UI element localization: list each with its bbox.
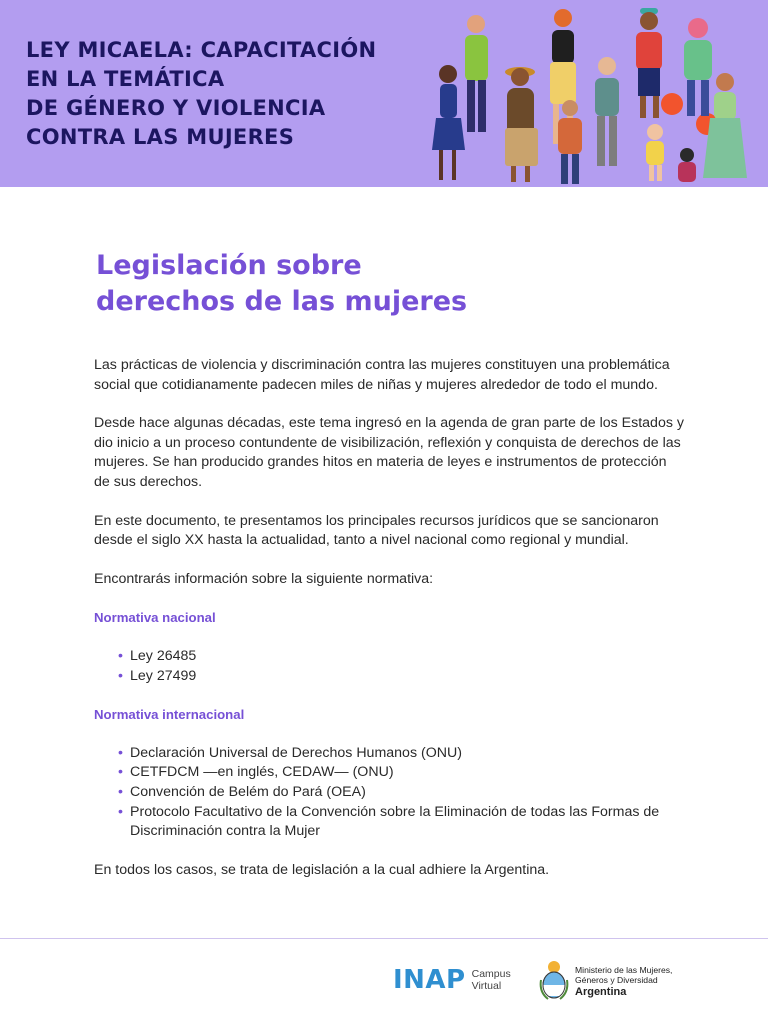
list-nacional (94, 647, 684, 686)
list-item-text: Ley 27499 (130, 667, 197, 684)
bullet-icon: • (118, 783, 123, 800)
ministry-line: Ministerio de las Mujeres, (575, 965, 673, 975)
list-item (118, 744, 684, 764)
list-item (118, 803, 684, 842)
ministry-line: Géneros y Diversidad (575, 975, 658, 985)
list-item-text: CETFDCM —en inglés, CEDAW— (ONU) (130, 764, 394, 781)
list-item-text: Convención de Belém do Pará (OEA) (130, 783, 366, 800)
paragraph: En este documento, te presentamos los principales recursos jurídicos que se sancionaron desde el siglo XX hasta la actualidad, tanto a nivel nacional como regional y mundial. (94, 512, 659, 549)
closing-paragraph: En todos los casos, se trata de legislación a la cual adhiere la Argentina. (94, 861, 550, 878)
people-illustration (425, 0, 768, 187)
list-item (118, 783, 684, 803)
bullet-icon: • (118, 647, 123, 664)
bullet-icon: • (118, 803, 123, 820)
list-item-text: Declaración Universal de Derechos Humanos (ONU) (130, 744, 462, 761)
list-item (118, 647, 684, 667)
banner-title-line: DE GÉNERO Y VIOLENCIA (26, 96, 326, 120)
banner-title-line: EN LA TEMÁTICA (26, 67, 225, 91)
argentina-coat-of-arms-icon (538, 958, 570, 1002)
banner-title-line: LEY MICAELA: CAPACITACIÓN (26, 38, 377, 62)
inap-subtitle-line: Virtual (471, 980, 502, 992)
person-figure (684, 18, 712, 116)
section-heading-nacional: Normativa nacional (94, 610, 216, 626)
page-title-line: Legislación sobre (96, 250, 362, 281)
inap-subtitle-line: Campus (471, 968, 511, 980)
paragraph: Desde hace algunas décadas, este tema ingresó en la agenda de gran parte de los Estados y dio inicio a un proceso contundente de visibilización, reflexión y conquista de derechos de las mujeres. Se han producido grandes hitos en materia de leyes e instrumentos de protección de sus derechos. (94, 415, 684, 490)
list-item (118, 667, 684, 687)
inap-logo (393, 962, 511, 998)
person-figure (558, 100, 582, 184)
person-figure (636, 8, 662, 118)
document-body (94, 356, 684, 899)
list-item-text: Ley 26485 (130, 647, 197, 664)
person-figure (465, 15, 488, 132)
bullet-icon: • (118, 744, 123, 761)
person-figure (678, 148, 696, 182)
inap-wordmark: INAP (393, 965, 466, 995)
inap-subtitle (472, 968, 511, 992)
banner-title (26, 36, 426, 152)
person-figure (703, 73, 747, 178)
person-figure (595, 57, 619, 166)
paragraph: Las prácticas de violencia y discriminación contra las mujeres constituyen una problemática social que cotidianamente padecen miles de niñas y mujeres alrededor de todo el mundo. (94, 357, 670, 393)
bullet-icon: • (118, 764, 123, 781)
balloon-shape (661, 93, 683, 115)
list-item (118, 763, 684, 783)
ministry-name (575, 965, 672, 999)
ministry-logo (538, 958, 698, 1002)
banner-title-line: CONTRA LAS MUJERES (26, 125, 295, 149)
footer-divider (0, 938, 768, 939)
header-banner (0, 0, 768, 187)
section-heading-internacional: Normativa internacional (94, 707, 245, 723)
person-figure (432, 65, 465, 180)
list-item-text: Protocolo Facultativo de la Convención sobre la Eliminación de todas las Formas de Discriminación contra la Mujer (130, 803, 660, 840)
bullet-icon: • (118, 667, 123, 684)
ministry-country: Argentina (575, 986, 627, 998)
page-title (96, 248, 467, 320)
page-title-line: derechos de las mujeres (96, 286, 468, 317)
person-figure (646, 124, 664, 181)
paragraph: Encontrarás información sobre la siguiente normativa: (94, 570, 434, 587)
person-figure (505, 67, 538, 182)
list-internacional (94, 744, 684, 842)
